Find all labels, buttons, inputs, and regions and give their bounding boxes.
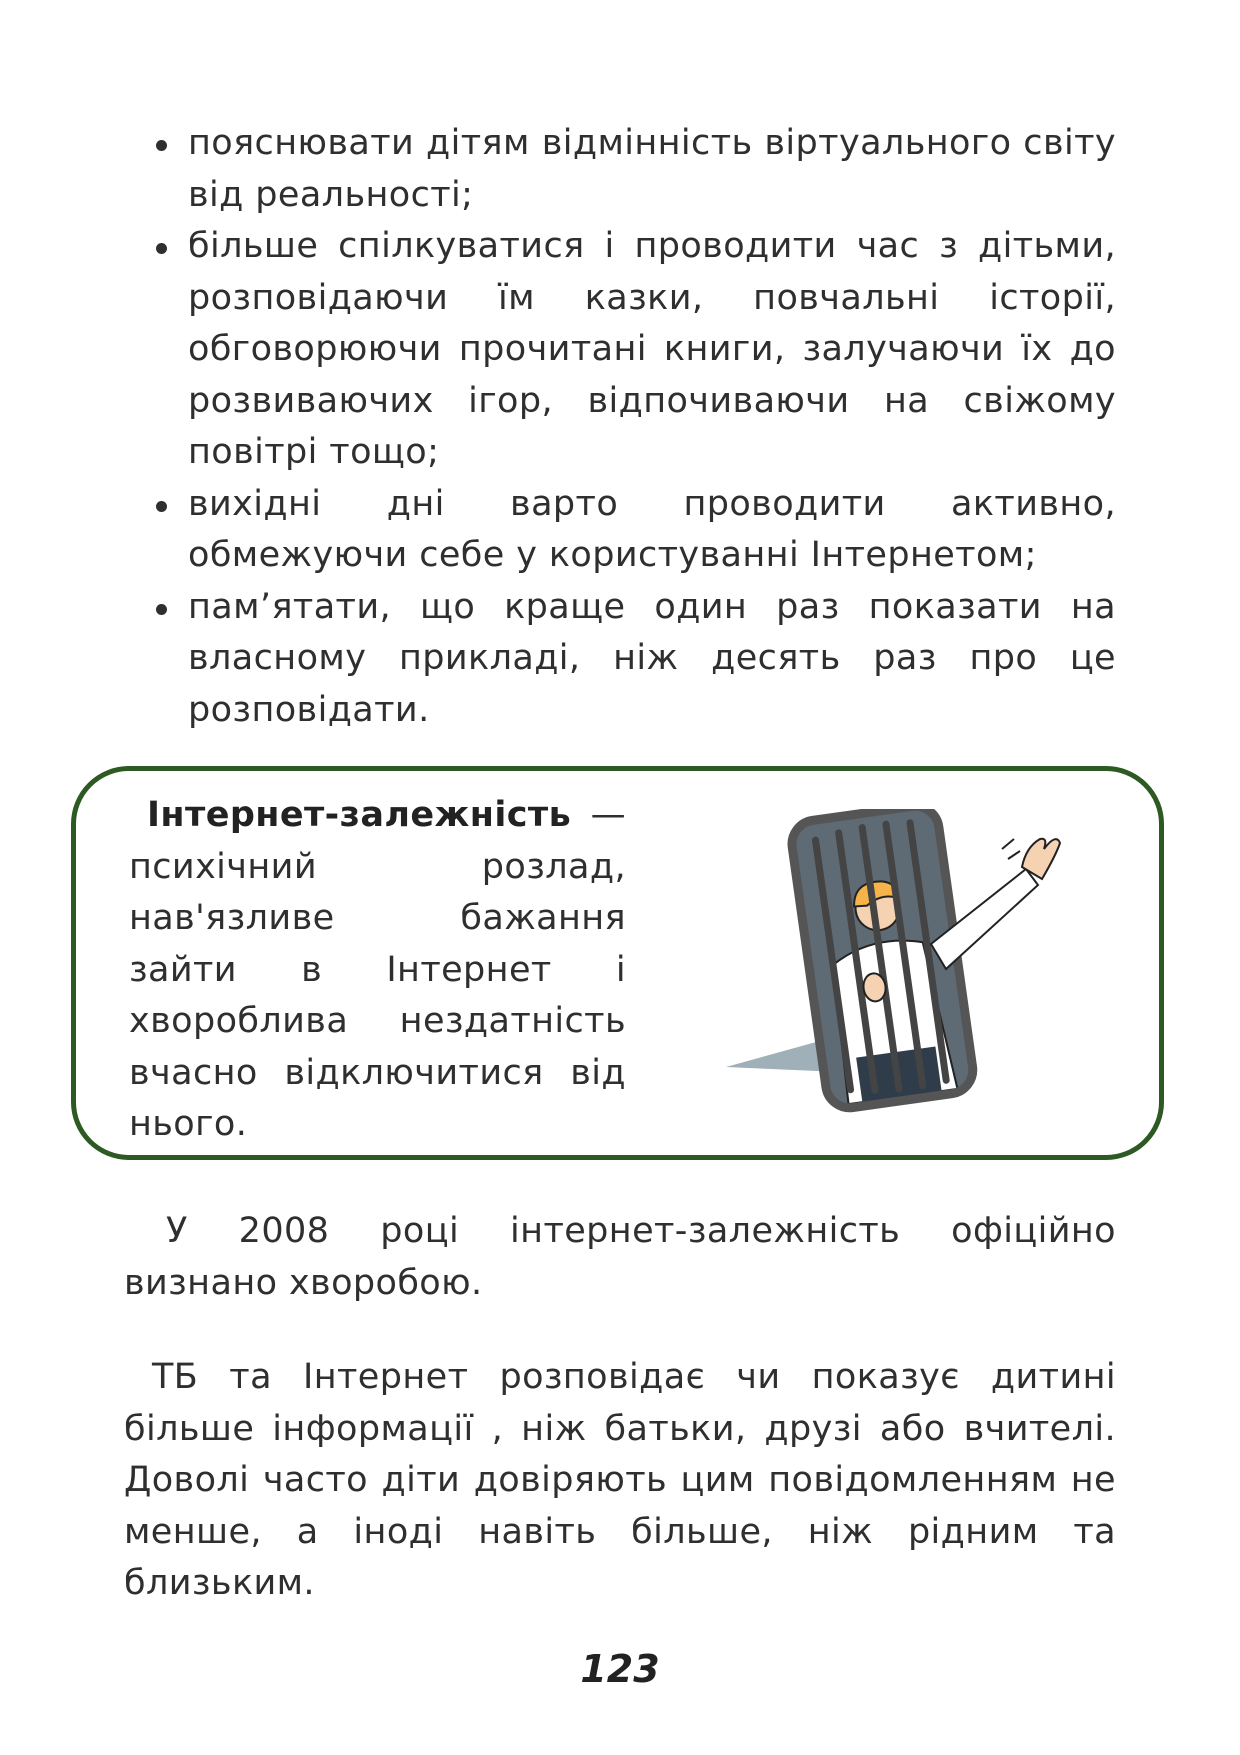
definition-text [129, 790, 626, 1151]
page-number: 123 [580, 1647, 660, 1691]
paragraph-tv-internet: ТБ та Інтернет розповідає чи показує дитині більше інформації , ніж батьки, друзі або вчителі. Доволі часто діти довіряють цим повідомленням не менше, а іноді навіть більше, ніж рідним та близьким. [124, 1357, 1116, 1603]
paragraph-2008: У 2008 році інтернет-залежність офіційно визнано хворобою. [124, 1211, 1116, 1303]
definition-term: Інтернет-залежність [147, 795, 572, 835]
bullet-dot-icon [156, 501, 167, 512]
bullet-dot-icon [156, 604, 167, 615]
list-item: більше спілкуватися і проводити час з дітьми, розповідаючи їм казки, повчальні історії, обговорюючи прочитані книги, залучаючи їх до розвиваючих ігор, відпочиваючи на свіжому повітрі тощо; [150, 221, 1116, 479]
phone-prison-illustration [726, 809, 1126, 1129]
bullet-dot-icon [156, 243, 167, 254]
list-item: пояснювати дітям відмінність віртуального світу від реальності; [150, 118, 1116, 221]
bullet-dot-icon [156, 140, 167, 151]
tips-list [150, 118, 1116, 736]
definition-body: — психічний розлад, нав'язливе бажання зайти в Інтернет і хвороблива нездатність вчасно відключитися від нього. [129, 795, 626, 1144]
list-item: пам’ятати, що краще один раз показати на власному прикладі, ніж десять раз про це розповідати. [150, 582, 1116, 737]
definition-box [71, 766, 1164, 1160]
list-item: вихідні дні варто проводити активно, обмежуючи себе у користуванні Інтернетом; [150, 479, 1116, 582]
